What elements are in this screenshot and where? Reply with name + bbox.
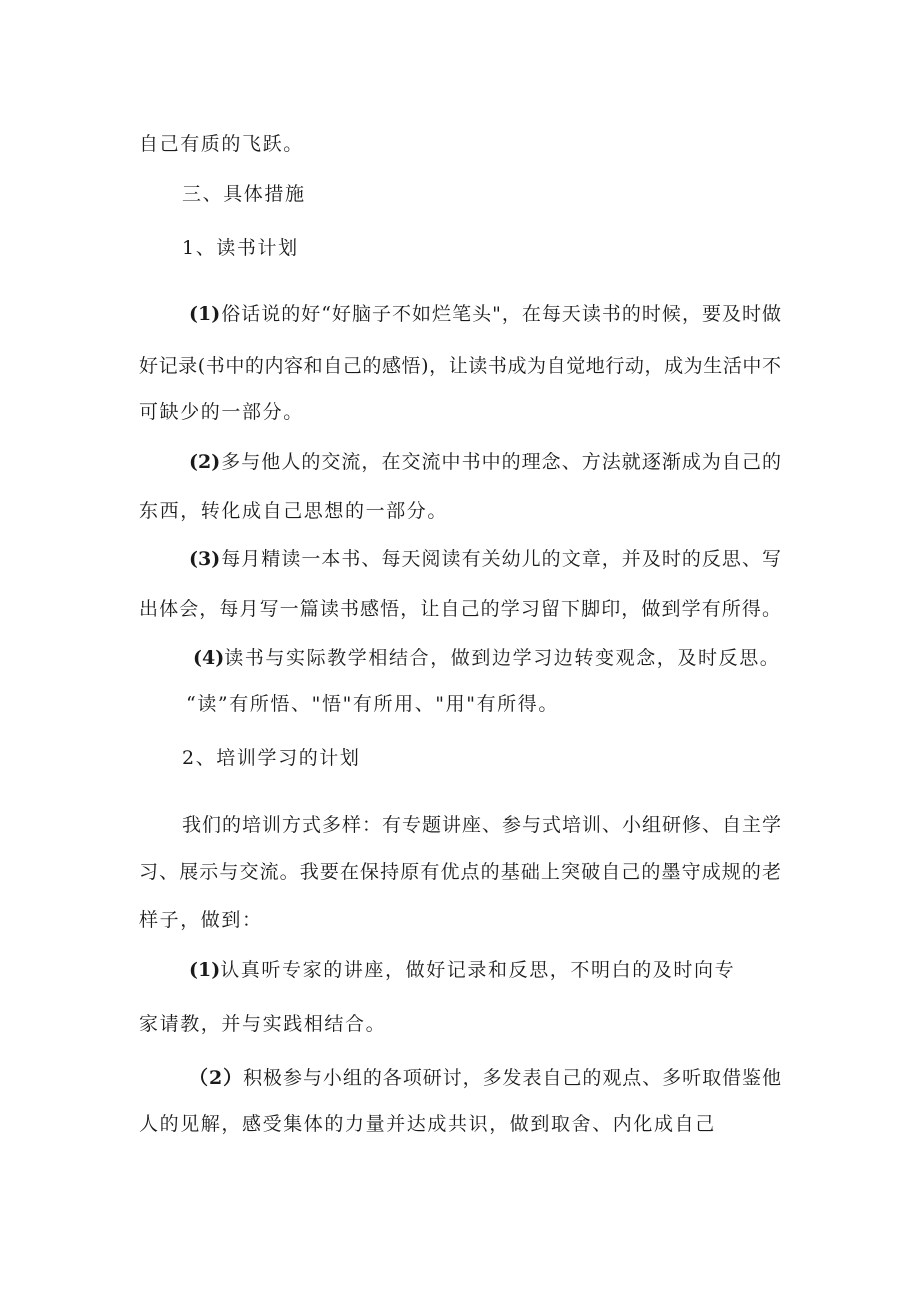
reading-item-3-line-2: 出体会，每月写一篇读书感悟，让自己的学习留下脚印，做到学有所得。 [139,598,781,620]
training-item-1-line-1 [189,958,735,982]
item-text: 每月精读一本书、每天阅读有关幼儿的文章，并及时的反思、写 [220,548,781,570]
item-text: 俗话说的好“好脑子不如烂笔头"，在每天读书的时候，要及时做 [220,303,781,325]
reading-item-4-line-1 [193,646,780,670]
training-paragraph-line-3: 样子，做到： [139,909,263,931]
reading-item-1-line-1 [189,302,781,326]
training-item-2-line-2: 人的见解，感受集体的力量并达成共识，做到取舍、内化成自己 [139,1113,716,1135]
reading-item-1-line-2: 好记录(书中的内容和自己的感悟)，让读书成为自觉地行动，成为生活中不 [139,355,781,377]
item-number: （2） [189,1067,244,1089]
reading-item-3-line-1 [189,547,781,571]
item-number: (2) [189,451,221,473]
reading-item-2-line-2: 东西，转化成自己思想的一部分。 [139,500,449,522]
item-text: 认真听专家的讲座，做好记录和反思，不明白的及时向专 [220,959,736,981]
item-number: (4) [193,647,225,669]
training-item-1-line-2: 家请教，并与实践相结合。 [139,1013,387,1035]
item-number: (1) [189,959,221,981]
subsection-heading-reading-plan: 1、读书计划 [182,237,299,259]
item-number: (1) [189,303,221,325]
intro-tail-text: 自己有质的飞跃。 [139,133,304,155]
training-item-2-line-1 [189,1066,781,1090]
item-text: 多与他人的交流，在交流中书中的理念、方法就逐渐成为自己的 [220,451,781,473]
reading-motto: “读”有所悟、"悟"有所用、"用"有所得。 [186,693,559,715]
reading-item-2-line-1 [189,450,781,474]
training-paragraph-line-2: 习、展示与交流。我要在保持原有优点的基础上突破自己的墨守成规的老 [139,861,781,883]
section-heading: 三、具体措施 [182,183,306,205]
subsection-heading-training-plan: 2、培训学习的计划 [182,747,361,769]
item-text: 读书与实际教学相结合，做到边学习边转变观念，及时反思。 [224,647,781,669]
item-text: 积极参与小组的各项研讨，多发表自己的观点、多听取借鉴他 [243,1067,781,1089]
item-number: (3) [189,548,221,570]
reading-item-1-line-3: 可缺少的一部分。 [139,401,304,423]
training-paragraph-line-1: 我们的培训方式多样：有专题讲座、参与式培训、小组研修、自主学 [182,814,781,836]
